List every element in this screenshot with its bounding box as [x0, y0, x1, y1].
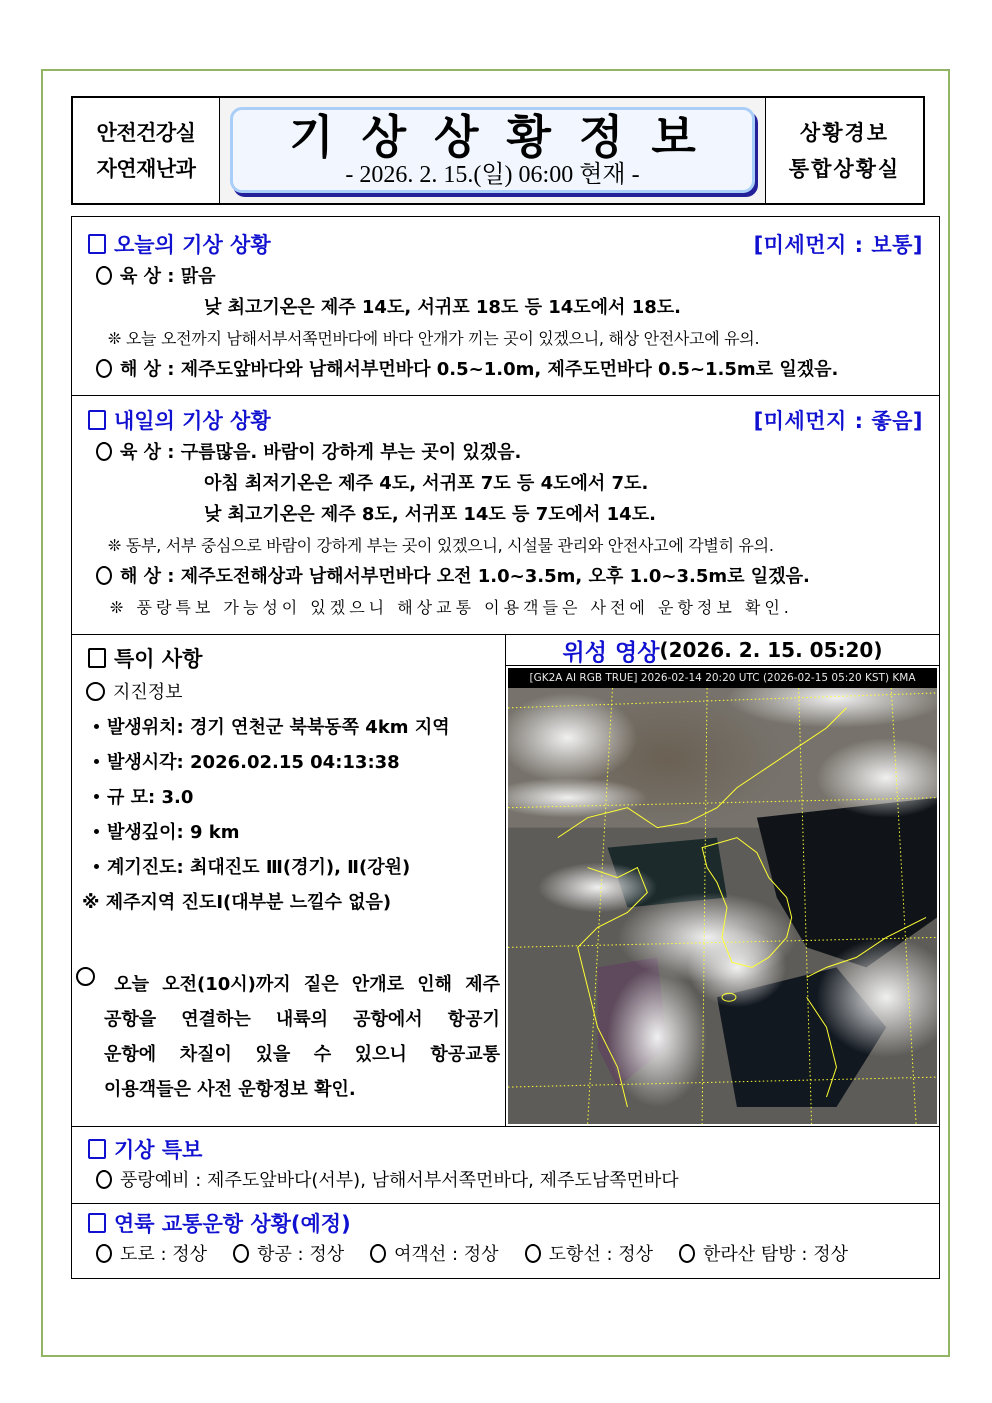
transport-item: 도로 : 정상	[120, 1244, 208, 1265]
checkbox-square-icon	[88, 1139, 106, 1159]
fog-line-1	[76, 967, 500, 1002]
land-label: 육 상 :	[120, 442, 181, 463]
fog-word: 내륙의	[275, 1009, 329, 1030]
transport-item: 여객선 : 정상	[394, 1244, 499, 1265]
section-title-text: 연륙 교통운항 상황(예정)	[114, 1212, 351, 1236]
page-title: 기상상황정보	[289, 110, 724, 164]
today-note: ❊ 오늘 오전까지 남해서부서쪽먼바다에 바다 안개가 끼는 곳이 있겠으니, 해상 안전사고에 유의.	[108, 329, 760, 348]
fog-word: 이용객들은 사전 운항정보 확인.	[104, 1079, 356, 1100]
fog-word: 오늘	[114, 974, 149, 995]
circle-bullet-icon	[86, 682, 105, 701]
sea-label: 해 상 :	[120, 566, 181, 587]
transport-air	[233, 1240, 344, 1270]
section-title-warning	[88, 1134, 202, 1164]
office-label	[765, 98, 923, 203]
fine-dust-status: [미세먼지 : 보통]	[753, 233, 923, 257]
satellite-image	[508, 668, 937, 1124]
bullet-dot-icon	[94, 829, 99, 834]
bullet-dot-icon	[94, 864, 99, 869]
tomorrow-note-sea: ❊ 풍랑특보 가능성이 있겠으니 해상교통 이용객들은 사전에 운항정보 확인.	[110, 598, 793, 617]
circle-bullet-icon	[96, 359, 112, 378]
fog-line-2	[76, 1002, 500, 1037]
office-line-2: 통합상황실	[788, 156, 901, 181]
today-sea	[72, 354, 939, 385]
quake-item: 발생위치: 경기 연천군 북북동쪽 4km 지역	[107, 717, 450, 738]
fog-word: 연결하는	[181, 1009, 251, 1030]
section-weather-warning	[72, 1127, 939, 1204]
section-title-tomorrow	[88, 405, 271, 435]
fog-word: 인해	[417, 974, 452, 995]
title-area	[220, 98, 765, 203]
section-today	[72, 217, 939, 396]
section-title-text: 내일의 기상 상황	[114, 409, 271, 433]
transport-ferry	[370, 1240, 498, 1270]
section-title-text: 특이 사항	[114, 647, 203, 671]
checkbox-square-icon	[88, 234, 106, 254]
transport-road	[96, 1240, 207, 1270]
circle-bullet-icon	[96, 442, 112, 461]
checkbox-square-icon	[88, 1213, 106, 1233]
transport-island-ferry	[525, 1240, 653, 1270]
fog-line-4	[76, 1072, 500, 1107]
circle-bullet-icon	[233, 1244, 249, 1263]
fog-word: 있을	[255, 1044, 291, 1065]
land-weather: 맑음	[180, 266, 216, 287]
section-title-special	[88, 643, 202, 673]
circle-bullet-icon	[370, 1244, 386, 1263]
quake-title-text: 지진정보	[113, 682, 183, 703]
satellite-map-graphic	[508, 668, 937, 1124]
section-title-transport	[88, 1208, 351, 1238]
today-land	[72, 261, 939, 292]
satellite-panel	[506, 635, 939, 1126]
quake-time	[72, 745, 505, 780]
satellite-title-label: 위성 영상	[562, 639, 660, 666]
transport-status-list	[72, 1240, 939, 1270]
fog-word: 항공기	[447, 1009, 500, 1030]
transport-item: 한라산 탐방 : 정상	[703, 1244, 848, 1265]
section-tomorrow	[72, 396, 939, 635]
checkbox-square-icon	[88, 648, 106, 668]
fog-word: 수	[313, 1044, 332, 1065]
fog-word: 제주	[465, 974, 500, 995]
satellite-title-time: (2026. 2. 15. 05:20)	[659, 638, 883, 662]
office-line-1: 상황경보	[799, 120, 890, 145]
section-title-text: 기상 특보	[114, 1138, 203, 1162]
fog-word: 차질이	[179, 1044, 232, 1065]
sea-text: 제주도앞바다와 남해서부먼바다 0.5~1.0m, 제주도먼바다 0.5~1.5m로 일겠음.	[180, 359, 839, 380]
title-box	[230, 107, 755, 193]
fog-word: 오전(10시)까지	[162, 974, 291, 995]
fog-word: 짙은	[303, 974, 339, 995]
bullet-dot-icon	[94, 794, 99, 799]
land-label: 육 상 :	[120, 266, 181, 287]
warning-text	[72, 1166, 939, 1196]
quake-magnitude	[72, 780, 505, 815]
section-special	[72, 635, 939, 1127]
fog-word: 안개로	[351, 974, 404, 995]
quake-jeju-note: ※ 제주지역 진도Ⅰ(대부분 느낄수 없음)	[82, 892, 392, 913]
section-title-today	[88, 229, 271, 259]
quake-location	[72, 710, 505, 745]
satellite-title	[506, 635, 939, 666]
department-line-2: 자연재난과	[96, 156, 196, 181]
sea-text: 제주도전해상과 남해서부먼바다 오전 1.0~3.5m, 오후 1.0~3.5m로 일겠음.	[180, 566, 810, 587]
fog-word: 운항에	[104, 1044, 157, 1065]
today-land-temp: 낮 최고기온은 제주 14도, 서귀포 18도 등 14도에서 18도.	[204, 297, 681, 318]
fog-line-3	[76, 1037, 500, 1072]
tomorrow-note-wind: ❊ 동부, 서부 중심으로 바람이 강하게 부는 곳이 있겠으니, 시설물 관리와 안전사고에 각별히 유의.	[108, 536, 774, 555]
quake-item: 규 모: 3.0	[107, 787, 194, 808]
tomorrow-temp-min: 아침 최저기온은 제주 4도, 서귀포 7도 등 4도에서 7도.	[204, 473, 649, 494]
quake-item: 발생깊이: 9 km	[107, 822, 240, 843]
quake-depth	[72, 815, 505, 850]
tomorrow-sea	[72, 561, 939, 592]
report-datetime: - 2026. 2. 15.(일) 06:00 현재 -	[345, 162, 640, 188]
fog-word: 항공교통	[430, 1044, 500, 1065]
circle-bullet-icon	[96, 266, 112, 285]
department-line-1: 안전건강실	[96, 120, 196, 145]
quake-title	[72, 675, 505, 710]
warning-detail: 풍랑예비 : 제주도앞바다(서부), 남해서부서쪽먼바다, 제주도남쪽먼바다	[120, 1170, 679, 1191]
section-transport	[72, 1204, 939, 1278]
special-notes	[72, 635, 506, 1126]
tomorrow-temp-max: 낮 최고기온은 제주 8도, 서귀포 14도 등 7도에서 14도.	[204, 504, 656, 525]
land-weather: 구름많음. 바람이 강하게 부는 곳이 있겠음.	[180, 442, 522, 463]
circle-bullet-icon	[96, 1170, 112, 1189]
quake-item: 발생시각: 2026.02.15 04:13:38	[107, 752, 400, 773]
transport-item: 항공 : 정상	[257, 1244, 345, 1265]
satellite-caption: [GK2A AI RGB TRUE] 2026-02-14 20:20 UTC (2026-02-15 05:20 KST) KMA	[508, 668, 937, 688]
fine-dust-status: [미세먼지 : 좋음]	[753, 409, 923, 433]
bullet-dot-icon	[94, 724, 99, 729]
report-header	[71, 96, 925, 205]
transport-item: 도항선 : 정상	[548, 1244, 654, 1265]
quake-item: 계기진도: 최대진도 Ⅲ(경기), Ⅱ(강원)	[107, 857, 411, 878]
transport-hallasan	[679, 1240, 848, 1270]
department-label	[73, 98, 220, 203]
circle-bullet-icon	[76, 967, 95, 986]
fog-notice	[76, 967, 500, 1107]
circle-bullet-icon	[96, 1244, 112, 1263]
section-title-text: 오늘의 기상 상황	[114, 233, 271, 257]
circle-bullet-icon	[679, 1244, 695, 1263]
circle-bullet-icon	[525, 1244, 541, 1263]
fog-word: 있으니	[354, 1044, 407, 1065]
checkbox-square-icon	[88, 410, 106, 430]
report-body	[71, 216, 940, 1279]
circle-bullet-icon	[96, 566, 112, 585]
quake-intensity	[72, 850, 505, 885]
sea-label: 해 상 :	[120, 359, 181, 380]
fog-word: 공항에서	[353, 1009, 423, 1030]
tomorrow-land	[72, 437, 939, 468]
bullet-dot-icon	[94, 759, 99, 764]
fog-word: 공항을	[104, 1009, 157, 1030]
